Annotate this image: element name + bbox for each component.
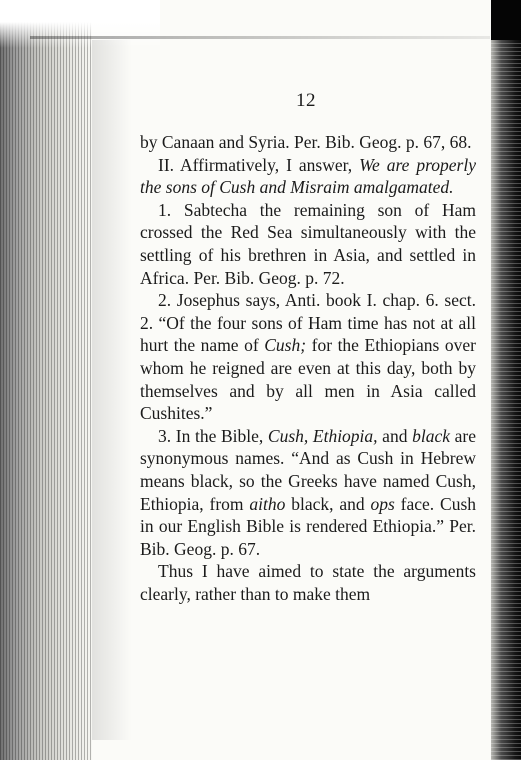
page-number: 12 (296, 90, 316, 111)
paragraph-3 (140, 425, 476, 561)
paragraph-lead: II. Affirmatively, I answer, (158, 154, 360, 175)
italic-term: aitho (249, 493, 286, 514)
italic-answer: We are properly the sons of Cush and Misraim amalgamated. (140, 154, 476, 198)
text-run: face. Cush in our English Bible is rendered Ethiopia.” Per. Bib. Geog. p. 67. (140, 493, 477, 559)
paragraph-2 (140, 289, 476, 425)
paragraph-affirmative (140, 154, 476, 199)
page-top-edge (30, 36, 490, 39)
italic-term: black (412, 425, 450, 446)
text-run: 2. Josephus says, Anti. book I. chap. 6. sect. 2. “Of the four sons of Ham time has not at all hurt the name of (140, 290, 476, 356)
italic-term: Cush, Ethiopia, (267, 425, 378, 446)
page-right-corner (491, 0, 521, 40)
text-run: for the Ethiopians over whom he reigned are even at this day, both by themselves and by all men in Asia called Cushites.” (140, 335, 476, 424)
italic-term: Cush; (264, 335, 307, 356)
paragraph-1: 1. Sabtecha the remaining son of Ham crossed the Red Sea simultaneously with the settling of his brethren in Asia, and settled in Africa. Per. Bib. Geog. p. 72. (140, 199, 476, 288)
italic-term: ops (370, 493, 395, 514)
text-run: and (377, 425, 413, 446)
paragraph-continuation: by Canaan and Syria. Per. Bib. Geog. p. 67, 68. (140, 132, 472, 152)
text-run: 3. In the Bible, (158, 425, 268, 446)
text-run: black, and (285, 493, 371, 514)
page-right-edge (491, 0, 521, 760)
body-text (140, 131, 476, 605)
binding-top-highlight (0, 0, 160, 48)
paragraph-conclusion: Thus I have aimed to state the arguments clearly, rather than to make them (140, 561, 476, 604)
page-binding-edge (0, 0, 92, 760)
text-run: are synonymous names. “And as Cush in Hebrew means black, so the Greeks have named Cush, Ethiopia, from (140, 425, 476, 514)
fold-shadow (92, 40, 132, 740)
